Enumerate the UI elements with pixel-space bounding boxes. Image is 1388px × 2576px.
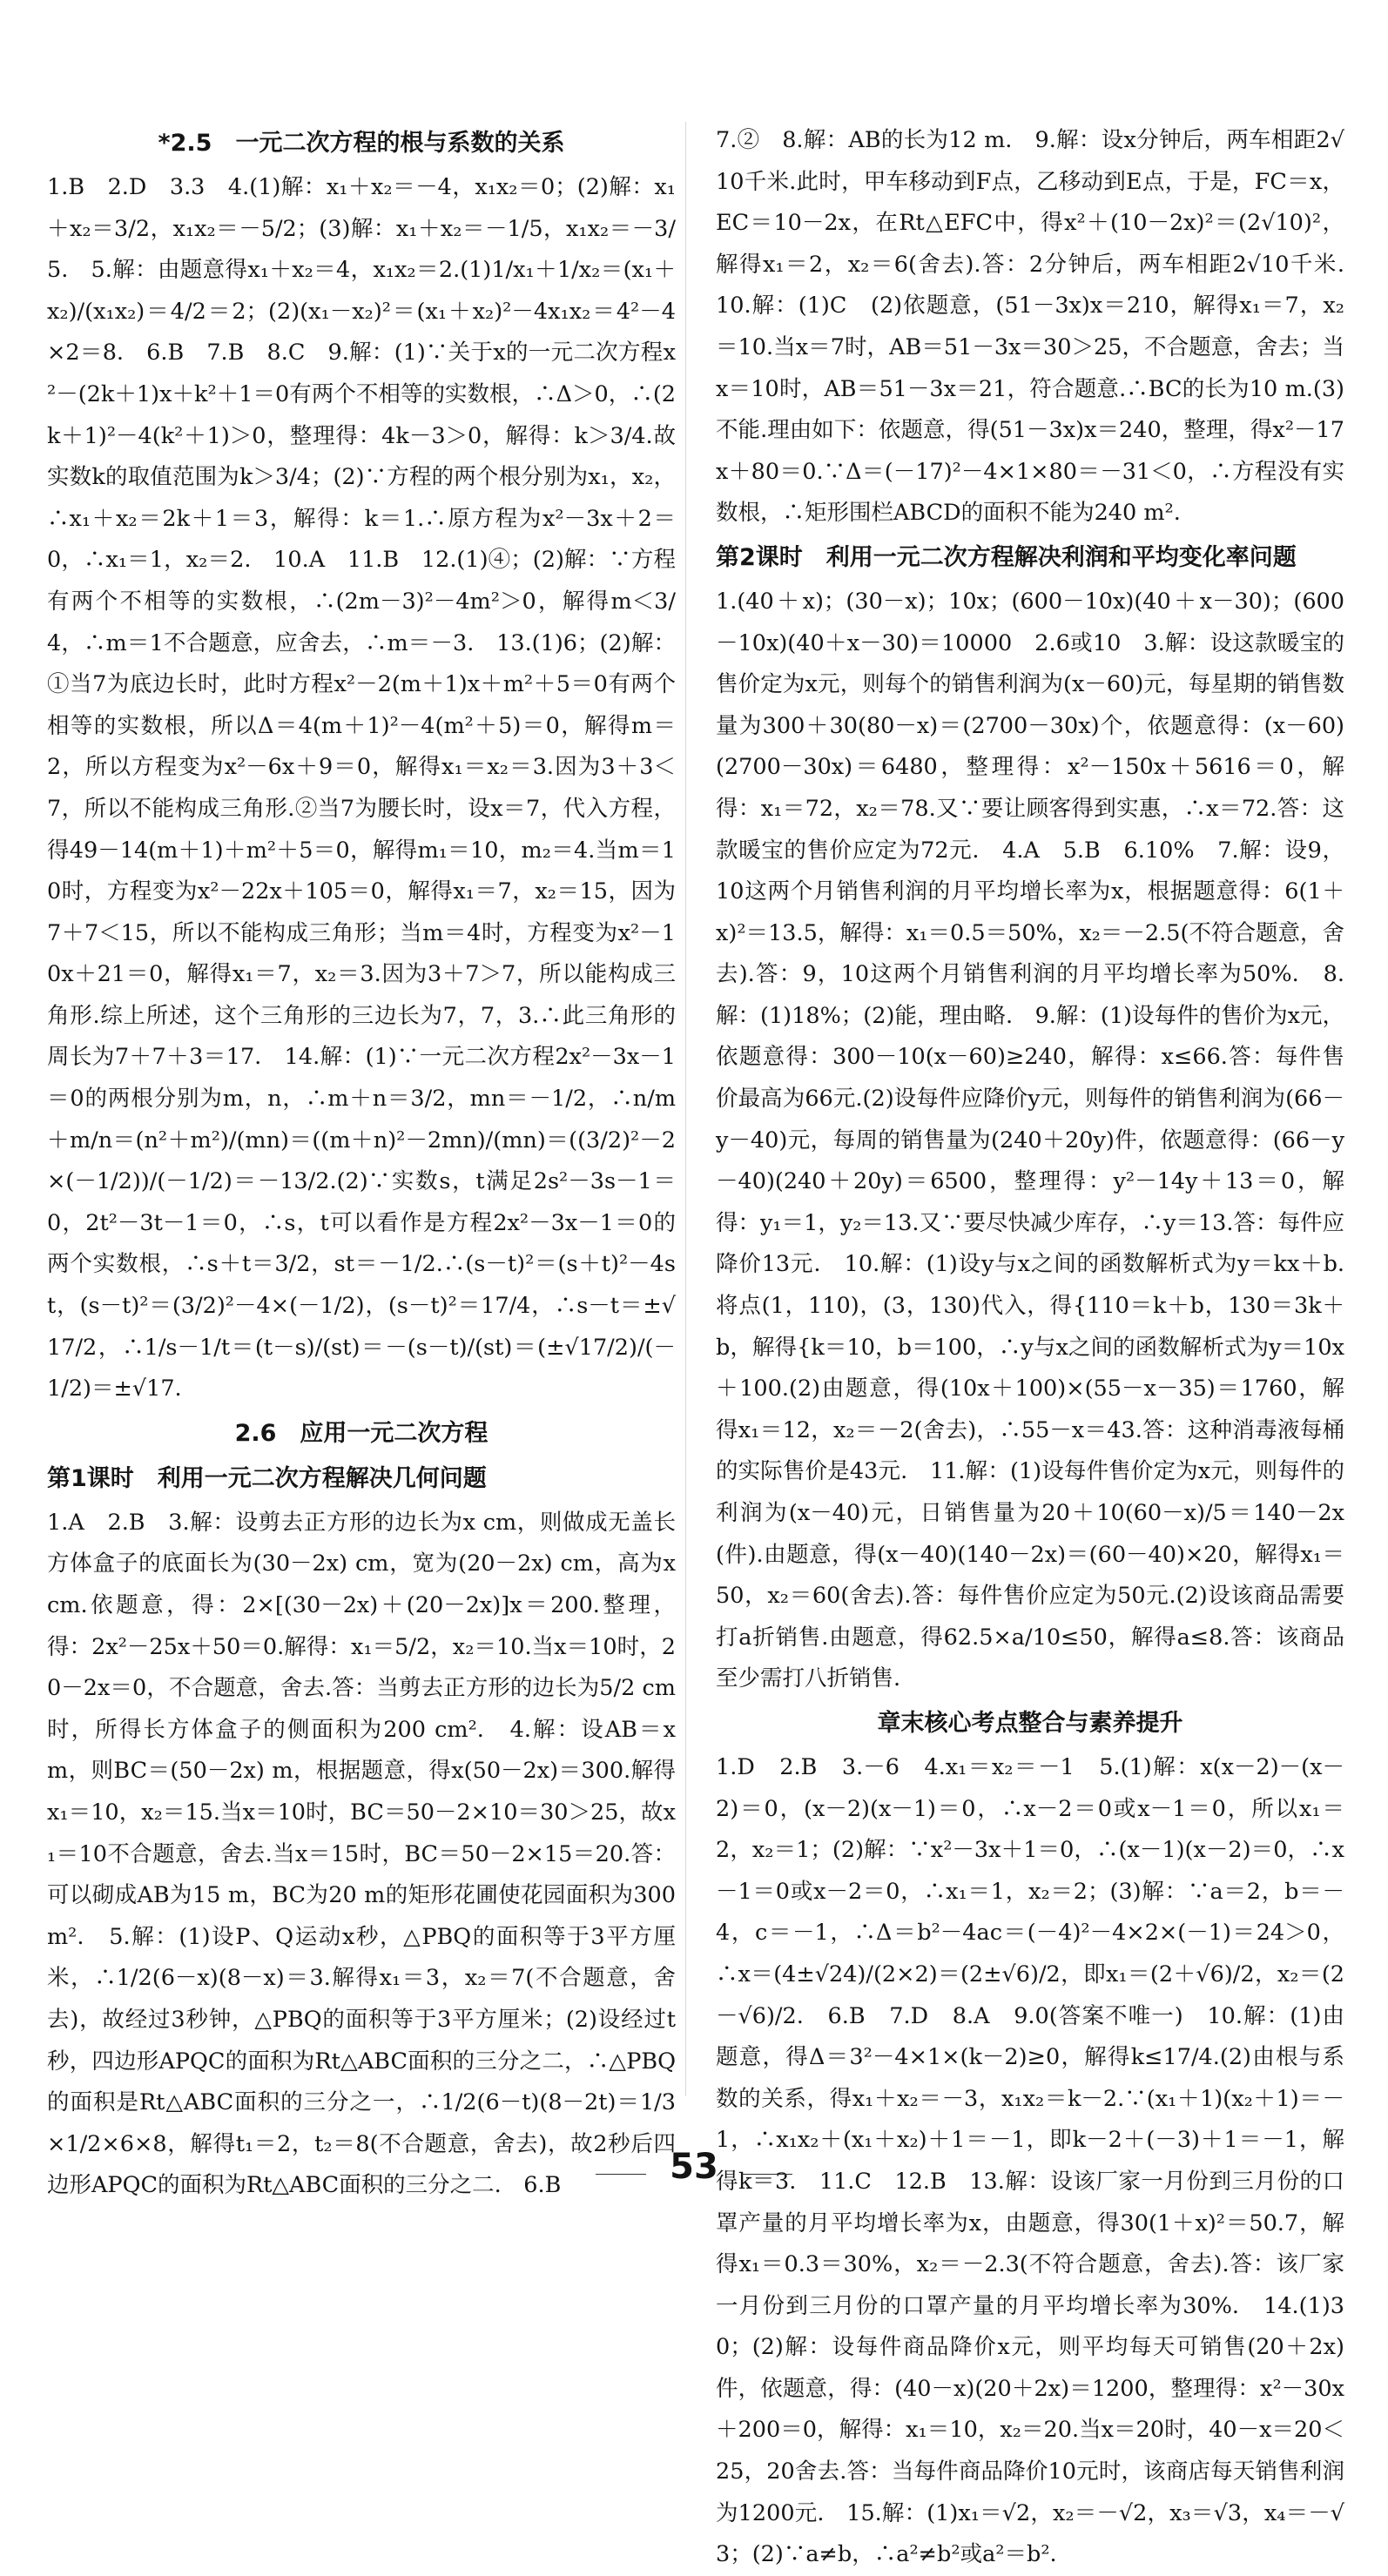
footer-rule-left (596, 2174, 646, 2175)
right-column (716, 120, 1367, 2576)
column-divider (685, 122, 686, 2096)
section-title-2-6: 2.6 应用一元二次方程 (234, 1419, 488, 1447)
section-title-2-5: *2.5 一元二次方程的根与系数的关系 (158, 130, 565, 157)
lesson2-title: 第2课时 利用一元二次方程解决利润和平均变化率问题 (716, 543, 1297, 571)
lesson1-answers-continued: 7.② 8.解：AB的长为12 m. 9.解：设x分钟后，两车相距2√10千米.此时，甲车移动到F点，乙移动到E点，于是，FC＝x，EC＝10－2x，在Rt△EFC中，得x²＋(10－2x)²＝(2√10)²，解得x₁＝2，x₂＝6(舍去).答：2分钟后，两车相距2√10千米. 10.解：(1)C (2)依题意，(51－3x)x＝210，解得x₁＝7，x₂＝10.当x＝7时，AB＝51－3x＝30＞25，不合题意，舍去；当x＝10时，AB＝51－3x＝21，符合题意.∴BC的长为10 m.(3)不能.理由如下：依题意，得(51－3x)x＝240，整理，得x²－17x＋80＝0.∵Δ＝(－17)²－4×1×80＝－31＜0，∴方程没有实数根，∴矩形围栏ABCD的面积不能为240 m². (716, 127, 1367, 527)
lesson2-answers: 1.(40＋x)；(30－x)；10x；(600－10x)(40＋x－30)；(600－10x)(40＋x－30)＝10000 2.6或10 3.解：设这款暖宝的售价定为x元，则每个的销售利润为(x－60)元，每星期的销售数量为300＋30(80－x)＝(2700－30x)个，依题意得：(x－60)(2700－30x)＝6480，整理得：x²－150x＋5616＝0，解得：x₁＝72，x₂＝78.又∵要让顾客得到实惠，∴x＝72.答：这款暖宝的售价应定为72元. 4.A 5.B 6.10% 7.解：设9，10这两个月销售利润的月平均增长率为x，根据题意得：6(1＋x)²＝13.5，解得：x₁＝0.5＝50%，x₂＝－2.5(不符合题意，舍去).答：9，10这两个月销售利润的月平均增长率为50%. 8.解：(1)18%；(2)能，理由略. 9.解：(1)设每件的售价为x元，依题意得：300－10(x－60)≥240，解得：x≤66.答：每件售价最高为66元.(2)设每件应降价y元，则每件的销售利润为(66－y－40)元，每周的销售量为(240＋20y)件，依题意得：(66－y－40)(240＋20y)＝6500，整理得：y²－14y＋13＝0，解得：y₁＝1，y₂＝13.又∵要尽快减少库存，∴y＝13.答：每件应降价13元. 10.解：(1)设y与x之间的函数解析式为y＝kx＋b.将点(1，110)，(3，130)代入，得{110＝k＋b，130＝3k＋b，解得{k＝10，b＝100，∴y与x之间的函数解析式为y＝10x＋100.(2)由题意，得(10x＋100)×(55－x－35)＝1760，解得x₁＝12，x₂＝－2(舍去)，∴55－x＝43.答：这种消毒液每桶的实际售价是43元. 11.解：(1)设每件售价定为x元，则每件的利润为(x－40)元，日销售量为20＋10(60－x)/5＝140－2x(件).由题意，得(x－40)(140－2x)＝(60－40)×20，解得x₁＝50，x₂＝60(舍去).答：每件售价应定为50元.(2)设该商品需要打a折销售.由题意，得62.5×a/10≤50，解得a≤8.答：该商品至少需打八折销售. (716, 588, 1344, 1692)
footer-rule-right (742, 2174, 792, 2175)
left-column (47, 120, 676, 2207)
page-footer (0, 2147, 1388, 2187)
page-number: 53 (670, 2147, 718, 2187)
chapter-review-answers: 1.D 2.B 3.－6 4.x₁＝x₂＝－1 5.(1)解：x(x－2)－(x－2)＝0，(x－2)(x－1)＝0，∴x－2＝0或x－1＝0，所以x₁＝2，x₂＝1；(2)解：∵x²－3x＋1＝0，∴(x－1)(x－2)＝0，∴x－1＝0或x－2＝0，∴x₁＝1，x₂＝2；(3)解：∵a＝2，b＝－4，c＝－1，∴Δ＝b²－4ac＝(－4)²－4×2×(－1)＝24＞0，∴x＝(4±√24)/(2×2)＝(2±√6)/2，即x₁＝(2＋√6)/2，x₂＝(2－√6)/2. 6.B 7.D 8.A 9.0(答案不唯一) 10.解：(1)由题意，得Δ＝3²－4×1×(k－2)≥0，解得k≤17/4.(2)由根与系数的关系，得x₁＋x₂＝－3，x₁x₂＝k－2.∵(x₁＋1)(x₂＋1)＝－1，∴x₁x₂＋(x₁＋x₂)＋1＝－1，即k－2＋(－3)＋1＝－1，解得k＝3. 11.C 12.B 13.解：设该厂家一月份到三月份的口罩产量的月平均增长率为x，由题意，得30(1＋x)²＝50.7，解得x₁＝0.3＝30%，x₂＝－2.3(不符合题意，舍去).答：该厂家一月份到三月份的口罩产量的月平均增长率为30%. 14.(1)30；(2)解：设每件商品降价x元，则平均每天可销售(20＋2x)件，依题意，得：(40－x)(20＋2x)＝1200，整理得：x²－30x＋200＝0，解得：x₁＝10，x₂＝20.当x＝20时，40－x＝20＜25，20舍去.答：当每件商品降价10元时，该商店每天销售利润为1200元. 15.解：(1)x₁＝√2，x₂＝－√2，x₃＝√3，x₄＝－√3；(2)∵a≠b，∴a²≠b²或a²＝b². (716, 1753, 1344, 2568)
lesson1-answers: 1.A 2.B 3.解：设剪去正方形的边长为x cm，则做成无盖长方体盒子的底面长为(30－2x) cm，宽为(20－2x) cm，高为x cm.依题意，得：2×[(30－2x)＋(20－2x)]x＝200.整理，得：2x²－25x＋50＝0.解得：x₁＝5/2，x₂＝10.当x＝10时，20－2x＝0，不合题意，舍去.答：当剪去正方形的边长为5/2 cm时，所得长方体盒子的侧面积为200 cm². 4.解：设AB＝x m，则BC＝(50－2x) m，根据题意，得x(50－2x)＝300.解得x₁＝10，x₂＝15.当x＝10时，BC＝50－2×10＝30＞25，故x₁＝10不合题意，舍去.当x＝15时，BC＝50－2×15＝20.答：可以砌成AB为15 m，BC为20 m的矩形花圃使花园面积为300 m². 5.解：(1)设P、Q运动x秒，△PBQ的面积等于3平方厘米，∴1/2(6－x)(8－x)＝3.解得x₁＝3，x₂＝7(不合题意，舍去)，故经过3秒钟，△PBQ的面积等于3平方厘米；(2)设经过t秒，四边形APQC的面积为Rt△ABC面积的三分之二，∴△PBQ的面积是Rt△ABC面积的三分之一，∴1/2(6－t)(8－2t)＝1/3×1/2×6×8，解得t₁＝2，t₂＝8(不合题意，舍去)，故2秒后四边形APQC的面积为Rt△ABC面积的三分之二. 6.B (47, 1509, 676, 2199)
section-2-5-answers: 1.B 2.D 3.3 4.(1)解：x₁＋x₂＝－4，x₁x₂＝0；(2)解：x₁＋x₂＝3/2，x₁x₂＝－5/2；(3)解：x₁＋x₂＝－1/5，x₁x₂＝－3/5. 5.解：由题意得x₁＋x₂＝4，x₁x₂＝2.(1)1/x₁＋1/x₂＝(x₁＋x₂)/(x₁x₂)＝4/2＝2；(2)(x₁－x₂)²＝(x₁＋x₂)²－4x₁x₂＝4²－4×2＝8. 6.B 7.B 8.C 9.解：(1)∵关于x的一元二次方程x²－(2k＋1)x＋k²＋1＝0有两个不相等的实数根，∴Δ＞0，∴(2k＋1)²－4(k²＋1)＞0，整理得：4k－3＞0，解得：k＞3/4.故实数k的取值范围为k＞3/4；(2)∵方程的两个根分别为x₁，x₂，∴x₁＋x₂＝2k＋1＝3，解得：k＝1.∴原方程为x²－3x＋2＝0，∴x₁＝1，x₂＝2. 10.A 11.B 12.(1)④；(2)解：∵方程有两个不相等的实数根，∴(2m－3)²－4m²＞0，解得m＜3/4，∴m＝1不合题意，应舍去，∴m＝－3. 13.(1)6；(2)解：①当7为底边长时，此时方程x²－2(m＋1)x＋m²＋5＝0有两个相等的实数根，所以Δ＝4(m＋1)²－4(m²＋5)＝0，解得m＝2，所以方程变为x²－6x＋9＝0，解得x₁＝x₂＝3.因为3＋3＜7，所以不能构成三角形.②当7为腰长时，设x＝7，代入方程，得49－14(m＋1)＋m²＋5＝0，解得m₁＝10，m₂＝4.当m＝10时，方程变为x²－22x＋105＝0，解得x₁＝7，x₂＝15，因为7＋7＜15，所以不能构成三角形；当m＝4时，方程变为x²－10x＋21＝0，解得x₁＝7，x₂＝3.因为3＋7＞7，所以能构成三角形.综上所述，这个三角形的三边长为7，7，3.∴此三角形的周长为7＋7＋3＝17. 14.解：(1)∵一元二次方程2x²－3x－1＝0的两根分别为m，n，∴m＋n＝3/2，mn＝－1/2，∴n/m＋m/n＝(n²＋m²)/(mn)＝((m＋n)²－2mn)/(mn)＝((3/2)²－2×(－1/2))/(－1/2)＝－13/2.(2)∵实数s，t满足2s²－3s－1＝0，2t²－3t－1＝0，∴s，t可以看作是方程2x²－3x－1＝0的两个实数根，∴s＋t＝3/2，st＝－1/2.∴(s－t)²＝(s＋t)²－4st，(s－t)²＝(3/2)²－4×(－1/2)，(s－t)²＝17/4，∴s－t＝±√17/2，∴1/s－1/t＝(t－s)/(st)＝－(s－t)/(st)＝(±√17/2)/(－1/2)＝±√17. (47, 174, 676, 1402)
lesson1-title: 第1课时 利用一元二次方程解决几何问题 (47, 1464, 487, 1492)
chapter-review-title: 章末核心考点整合与素养提升 (877, 1709, 1183, 1737)
